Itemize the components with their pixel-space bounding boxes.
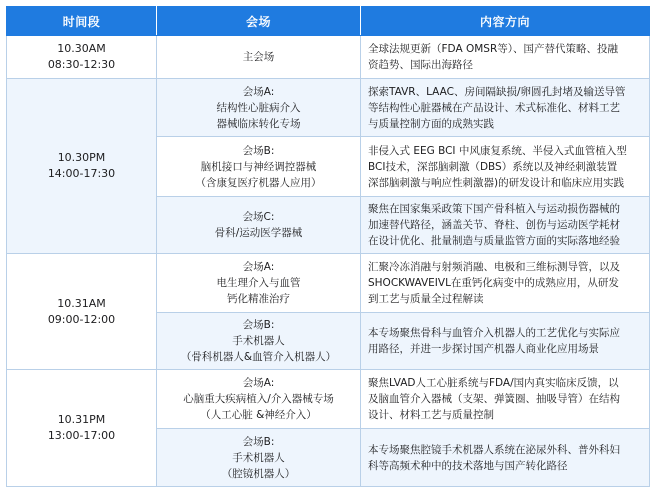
direction-cell [361,313,650,370]
direction-line: 与质量控制方面的成熟实践 [368,117,494,130]
venue-cell [157,197,361,254]
venue-name: 手术机器人 [232,335,285,347]
time-range: 08:30-12:30 [47,58,116,71]
venue-label: 会场A: [242,261,275,273]
direction-cell [361,79,650,137]
venue-name: 结构性心脏病介入 [216,101,301,114]
direction-line: 聚焦LVAD人工心脏系统与FDA/国内真实临床反馈，以 [368,377,619,389]
venue-name: （骨科机器人&血管介入机器人） [180,351,337,363]
time-date: 10.31PM [57,413,106,426]
venue-name: 骨科/运动医学器械 [214,227,303,239]
direction-line: 科等高频术种中的技术落地与国产转化路径 [368,459,568,472]
venue-name: 主会场 [242,51,275,63]
direction-line: 探索TAVR、LAAC、房间隔缺损/卵圆孔封堵及输送导管 [368,85,626,98]
direction-line: 非侵入式 EEG BCI 中风康复系统、半侵入式血管植入型 [368,144,627,157]
direction-line: 加速替代路径，涵盖关节、脊柱、创伤与运动医学耗材 [368,219,620,231]
venue-label: 会场A: [242,377,275,389]
venue-name: （人工心脏 &神经介入） [200,409,317,421]
venue-cell [157,36,361,79]
direction-line: SHOCKWAVEIVL在重钙化病变中的成熟应用，从研发 [368,277,619,289]
venue-label: 会场B: [242,435,275,448]
venue-name: 器械临床转化专场 [216,117,301,130]
direction-cell [361,370,650,429]
direction-line: 设计、材料工艺与质量控制 [368,409,494,421]
direction-cell [361,197,650,254]
direction-line: 本专场聚焦骨科与血管介入机器人的工艺优化与实际应 [368,327,620,339]
time-range: 14:00-17:30 [47,167,116,180]
venue-cell [157,429,361,487]
direction-line: 资趋势、国际出海路径 [368,59,473,71]
direction-line: 用路径，并进一步探讨国产机器人商业化应用场景 [368,343,599,355]
table-header [7,7,650,36]
time-cell [7,36,157,79]
header-direction: 内容方向 [361,7,650,36]
venue-cell [157,313,361,370]
venue-name: 脑机接口与神经调控器械 [200,160,317,173]
venue-cell [157,79,361,137]
time-cell [7,254,157,370]
direction-line: 在设计优化、批量制造与质量监管方面的实际落地经验 [368,235,620,247]
time-range: 09:00-12:00 [47,312,116,326]
time-range: 13:00-17:00 [47,429,116,442]
venue-label: 会场B: [242,319,275,331]
header-time: 时间段 [7,7,157,36]
direction-line: 全球法规更新（FDA OMSR等）、国产替代策略、投融 [368,43,618,55]
direction-line: BCI技术，深部脑刺激（DBS）系统以及神经刺激装置 [368,160,618,173]
table-row [7,36,650,79]
venue-name: （腔镜机器人） [221,467,296,480]
direction-line: 汇聚冷冻消融与射频消融、电极和三维标测导管，以及 [368,261,620,273]
venue-cell [157,254,361,313]
time-cell [7,370,157,487]
table-row [7,79,650,137]
direction-line: 聚焦在国家集采政策下国产骨科植入与运动损伤器械的 [368,203,620,215]
header-venue: 会场 [157,7,361,36]
direction-line: 深部脑刺激与响应性刺激器)的研发设计和临床应用实践 [368,176,625,189]
venue-name: 心脑重大疾病植入/介入器械专场 [183,393,334,405]
table-row [7,370,650,429]
direction-cell [361,137,650,197]
venue-label: 会场C: [242,211,275,223]
agenda-table [6,6,650,487]
direction-line: 到工艺与质量全过程解读 [368,293,484,305]
venue-label: 会场B: [242,144,275,157]
time-date: 10.30PM [57,151,106,164]
direction-cell [361,254,650,313]
venue-label: 会场A: [242,85,275,98]
table-row [7,254,650,313]
venue-cell [157,137,361,197]
direction-line: 等结构性心脏器械在产品设计、术式标准化、材料工艺 [368,101,620,114]
venue-name: 电生理介入与血管 [216,277,301,289]
venue-name: 手术机器人 [232,451,285,464]
venue-name: 钙化精准治疗 [227,293,290,305]
time-date: 10.30AM [57,42,106,55]
venue-name: （含康复医疗机器人应用） [195,176,322,189]
direction-line: 本专场聚焦腔镜手术机器人系统在泌尿外科、普外科妇 [368,443,620,456]
table-body [7,36,650,487]
venue-cell [157,370,361,429]
header-row [7,7,650,36]
direction-cell [361,36,650,79]
time-cell [7,79,157,254]
direction-cell [361,429,650,487]
time-date: 10.31AM [57,296,106,310]
direction-line: 及脑血管介入器械（支架、弹簧圈、抽吸导管）在结构 [368,393,620,405]
